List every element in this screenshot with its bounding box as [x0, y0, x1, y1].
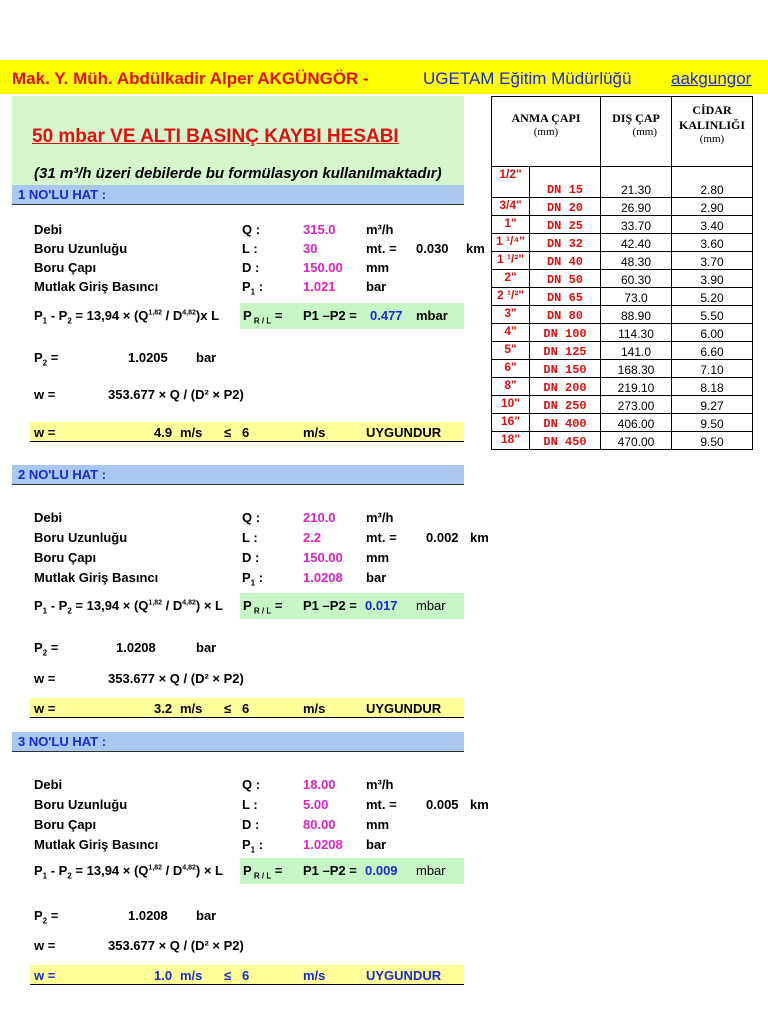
l-value[interactable]: 30 — [303, 241, 318, 256]
dn-size: DN 100 — [530, 324, 601, 342]
inlet-pressure-label: Mutlak Giriş Basıncı — [34, 837, 159, 852]
inch-size: 2" — [492, 270, 530, 288]
velocity-formula: 353.677 × Q / (D² × P2) — [108, 938, 244, 953]
author-name: Mak. Y. Müh. Abdülkadir Alper AKGÜNGÖR - — [12, 69, 369, 88]
km-unit: km — [470, 797, 489, 812]
q-value[interactable]: 210.0 — [303, 510, 336, 525]
velocity-unit: m/s — [180, 968, 203, 983]
mt-equals: mt. = — [366, 241, 397, 256]
d-unit: mm — [366, 817, 390, 832]
p2-value: 1.0205 — [128, 350, 168, 365]
velocity-label: w = — [34, 671, 56, 686]
p2-unit: bar — [196, 908, 217, 923]
hat-title: 1 NO'LU HAT : — [18, 187, 107, 202]
table-row — [492, 198, 753, 216]
p1-symbol: $P_1$ : — [242, 279, 264, 297]
pressure-drop-value: 0.009 — [365, 863, 398, 878]
l-symbol: L : — [242, 241, 258, 256]
dn-size: DN 80 — [530, 306, 601, 324]
d-symbol: D : — [242, 550, 260, 565]
dn-size: DN 50 — [530, 270, 601, 288]
wall-thickness: 3.40 — [672, 216, 753, 234]
outer-diameter: 470.00 — [601, 432, 672, 450]
p1-value[interactable]: 1.0208 — [303, 570, 343, 585]
table-row — [492, 167, 753, 198]
dn-size: DN 200 — [530, 378, 601, 396]
outer-diameter: 73.0 — [601, 288, 672, 306]
d-value[interactable]: 150.00 — [303, 260, 343, 275]
debi-label: Debi — [34, 777, 63, 792]
q-unit: m³/h — [366, 510, 394, 525]
inch-size: 6" — [492, 360, 530, 378]
p1-p2-label: P1 –P2 = — [303, 308, 357, 323]
velocity-unit: m/s — [180, 701, 203, 716]
header-banner — [0, 60, 768, 94]
l-value[interactable]: 5.00 — [303, 797, 329, 812]
page-subtitle: (31 m³/h üzeri debilerde bu formülasyon kullanılmaktadır) — [34, 165, 442, 182]
outer-diameter: 406.00 — [601, 414, 672, 432]
inch-size: 16" — [492, 414, 530, 432]
status-badge: UYGUNDUR — [366, 425, 442, 440]
d-value[interactable]: 150.00 — [303, 550, 343, 565]
table-row — [492, 414, 753, 432]
table-row — [492, 234, 753, 252]
hat-title: 2 NO'LU HAT : — [18, 467, 107, 482]
wall-thickness: 7.10 — [672, 360, 753, 378]
q-symbol: Q : — [242, 222, 261, 237]
length-label: Boru Uzunluğu — [34, 530, 128, 545]
p1-symbol: $P_1$ : — [242, 837, 264, 855]
dn-size: DN 15 — [530, 167, 601, 198]
p1-symbol: $P_1$ : — [242, 570, 264, 588]
table-row — [492, 378, 753, 396]
table-header-row — [492, 97, 753, 167]
pressure-drop-unit: mbar — [416, 598, 446, 613]
hat-header — [12, 465, 464, 485]
wall-thickness: 9.50 — [672, 432, 753, 450]
pressure-drop-unit: mbar — [416, 863, 446, 878]
debi-label: Debi — [34, 222, 63, 237]
wall-thickness: 8.18 — [672, 378, 753, 396]
status-badge: UYGUNDUR — [366, 701, 442, 716]
pressure-drop-unit: mbar — [416, 308, 448, 323]
dn-size: DN 25 — [530, 216, 601, 234]
header-dis: DIŞ ÇAP (mm) — [601, 97, 672, 167]
le-symbol: ≤ — [224, 968, 232, 983]
limit-unit: m/s — [303, 701, 326, 716]
pressure-drop-value: 0.477 — [370, 308, 403, 323]
p1-value[interactable]: 1.0208 — [303, 837, 343, 852]
velocity-value: 1.0 — [154, 968, 173, 983]
q-unit: m³/h — [366, 777, 394, 792]
header-anma: ANMA ÇAPI (mm) — [492, 97, 601, 167]
inch-size: 8" — [492, 378, 530, 396]
dn-size: DN 125 — [530, 342, 601, 360]
velocity-label: w = — [34, 938, 56, 953]
inch-size: 3/4" — [492, 198, 530, 216]
le-symbol: ≤ — [224, 701, 232, 716]
outer-diameter: 273.00 — [601, 396, 672, 414]
q-value[interactable]: 18.00 — [303, 777, 336, 792]
wall-thickness: 2.80 — [672, 167, 753, 198]
hat-title: 3 NO'LU HAT : — [18, 734, 107, 749]
table-row — [492, 360, 753, 378]
d-symbol: D : — [242, 817, 260, 832]
pressure-drop-value: 0.017 — [365, 598, 398, 613]
inch-size: 3" — [492, 306, 530, 324]
km-value: 0.005 — [426, 797, 459, 812]
table-row — [492, 306, 753, 324]
velocity-result-label: w = — [34, 425, 56, 440]
p2-value: 1.0208 — [128, 908, 168, 923]
p1-p2-label: P1 –P2 = — [303, 598, 357, 613]
table-row — [492, 342, 753, 360]
q-symbol: Q : — [242, 510, 261, 525]
km-unit: km — [466, 241, 485, 256]
inch-size: 1 ¹/²" — [492, 252, 530, 270]
prl-label: P $_{R / L}$ = — [243, 308, 283, 326]
pressure-formula: $P_1 - P_2 = 13,94 \times (Q^{1,82} / D^{4,82}) \times L$ — [34, 598, 223, 616]
outer-diameter: 114.30 — [601, 324, 672, 342]
inch-size: 1/2" — [492, 167, 530, 198]
diameter-label: Boru Çapı — [34, 260, 97, 275]
p1-unit: bar — [366, 279, 387, 294]
hat-header — [12, 185, 464, 205]
outer-diameter: 26.90 — [601, 198, 672, 216]
limit-unit: m/s — [303, 968, 326, 983]
p2-label: $P_2$ = — [34, 640, 59, 658]
velocity-result-label: w = — [34, 968, 56, 983]
table-row — [492, 216, 753, 234]
prl-label: P $_{R / L}$ = — [243, 598, 283, 616]
p2-label: $P_2$ = — [34, 350, 59, 368]
inch-size: 1 ¹/⁴" — [492, 234, 530, 252]
wall-thickness: 3.90 — [672, 270, 753, 288]
dn-size: DN 250 — [530, 396, 601, 414]
table-row — [492, 324, 753, 342]
p1-unit: bar — [366, 570, 387, 585]
pressure-formula: $P_1 - P_2 = 13,94 \times (Q^{1,82} / D^{4,82}) \times L$ — [34, 863, 223, 881]
velocity-limit: 6 — [242, 968, 250, 983]
wall-thickness: 3.70 — [672, 252, 753, 270]
inch-size: 5" — [492, 342, 530, 360]
dn-size: DN 65 — [530, 288, 601, 306]
velocity-limit: 6 — [242, 425, 250, 440]
author-link[interactable]: aakgungor — [671, 69, 752, 88]
length-label: Boru Uzunluğu — [34, 797, 128, 812]
diameter-label: Boru Çapı — [34, 550, 97, 565]
mt-equals: mt. = — [366, 530, 397, 545]
inch-size: 2 ¹/²" — [492, 288, 530, 306]
wall-thickness: 9.27 — [672, 396, 753, 414]
inch-size: 18" — [492, 432, 530, 450]
wall-thickness: 5.50 — [672, 306, 753, 324]
wall-thickness: 2.90 — [672, 198, 753, 216]
p1-unit: bar — [366, 837, 387, 852]
wall-thickness: 5.20 — [672, 288, 753, 306]
table-row — [492, 396, 753, 414]
le-symbol: ≤ — [224, 425, 232, 440]
l-symbol: L : — [242, 530, 258, 545]
km-value: 0.002 — [426, 530, 459, 545]
limit-unit: m/s — [303, 425, 326, 440]
length-label: Boru Uzunluğu — [34, 241, 128, 256]
d-unit: mm — [366, 260, 390, 275]
q-value[interactable]: 315.0 — [303, 222, 336, 237]
header-cidar: CİDAR KALINLIĞI (mm) — [672, 97, 753, 167]
velocity-limit: 6 — [242, 701, 250, 716]
km-unit: km — [470, 530, 489, 545]
p2-unit: bar — [196, 350, 217, 365]
d-symbol: D : — [242, 260, 260, 275]
outer-diameter: 60.30 — [601, 270, 672, 288]
inlet-pressure-label: Mutlak Giriş Basıncı — [34, 279, 159, 294]
q-symbol: Q : — [242, 777, 261, 792]
outer-diameter: 33.70 — [601, 216, 672, 234]
d-value[interactable]: 80.00 — [303, 817, 336, 832]
velocity-unit: m/s — [180, 425, 203, 440]
p2-label: $P_2$ = — [34, 908, 59, 926]
diameter-label: Boru Çapı — [34, 817, 97, 832]
velocity-formula: 353.677 × Q / (D² × P2) — [108, 387, 244, 402]
prl-label: P $_{R / L}$ = — [243, 863, 283, 881]
outer-diameter: 141.0 — [601, 342, 672, 360]
outer-diameter: 48.30 — [601, 252, 672, 270]
table-row — [492, 432, 753, 450]
page-title: 50 mbar VE ALTI BASINÇ KAYBI HESABI — [32, 126, 399, 147]
km-value: 0.030 — [416, 241, 449, 256]
velocity-value: 3.2 — [154, 701, 173, 716]
dn-size: DN 150 — [530, 360, 601, 378]
p1-value[interactable]: 1.021 — [303, 279, 336, 294]
p1-p2-label: P1 –P2 = — [303, 863, 357, 878]
table-row — [492, 288, 753, 306]
dn-size: DN 20 — [530, 198, 601, 216]
inlet-pressure-label: Mutlak Giriş Basıncı — [34, 570, 159, 585]
outer-diameter: 88.90 — [601, 306, 672, 324]
outer-diameter: 21.30 — [601, 167, 672, 198]
velocity-result-label: w = — [34, 701, 56, 716]
l-value[interactable]: 2.2 — [303, 530, 322, 545]
wall-thickness: 6.00 — [672, 324, 753, 342]
dn-size: DN 450 — [530, 432, 601, 450]
table-row — [492, 270, 753, 288]
velocity-label: w = — [34, 387, 56, 402]
wall-thickness: 3.60 — [672, 234, 753, 252]
mt-equals: mt. = — [366, 797, 397, 812]
dn-size: DN 40 — [530, 252, 601, 270]
p2-value: 1.0208 — [116, 640, 156, 655]
debi-label: Debi — [34, 510, 63, 525]
wall-thickness: 6.60 — [672, 342, 753, 360]
inch-size: 4" — [492, 324, 530, 342]
velocity-value: 4.9 — [154, 425, 173, 440]
pressure-formula: $P_1 - P_2 = 13,94 \times (Q^{1,82} / D^{4,82})x$ L — [34, 308, 220, 326]
inch-size: 10" — [492, 396, 530, 414]
outer-diameter: 168.30 — [601, 360, 672, 378]
pipe-dimensions-table — [491, 96, 753, 450]
l-symbol: L : — [242, 797, 258, 812]
outer-diameter: 42.40 — [601, 234, 672, 252]
q-unit: m³/h — [366, 222, 394, 237]
wall-thickness: 9.50 — [672, 414, 753, 432]
org-name: UGETAM Eğitim Müdürlüğü — [423, 69, 632, 88]
table-row — [492, 252, 753, 270]
hat-header — [12, 732, 464, 752]
inch-size: 1" — [492, 216, 530, 234]
status-badge: UYGUNDUR — [366, 968, 442, 983]
d-unit: mm — [366, 550, 390, 565]
outer-diameter: 219.10 — [601, 378, 672, 396]
p2-unit: bar — [196, 640, 217, 655]
dn-size: DN 32 — [530, 234, 601, 252]
dn-size: DN 400 — [530, 414, 601, 432]
velocity-formula: 353.677 × Q / (D² × P2) — [108, 671, 244, 686]
